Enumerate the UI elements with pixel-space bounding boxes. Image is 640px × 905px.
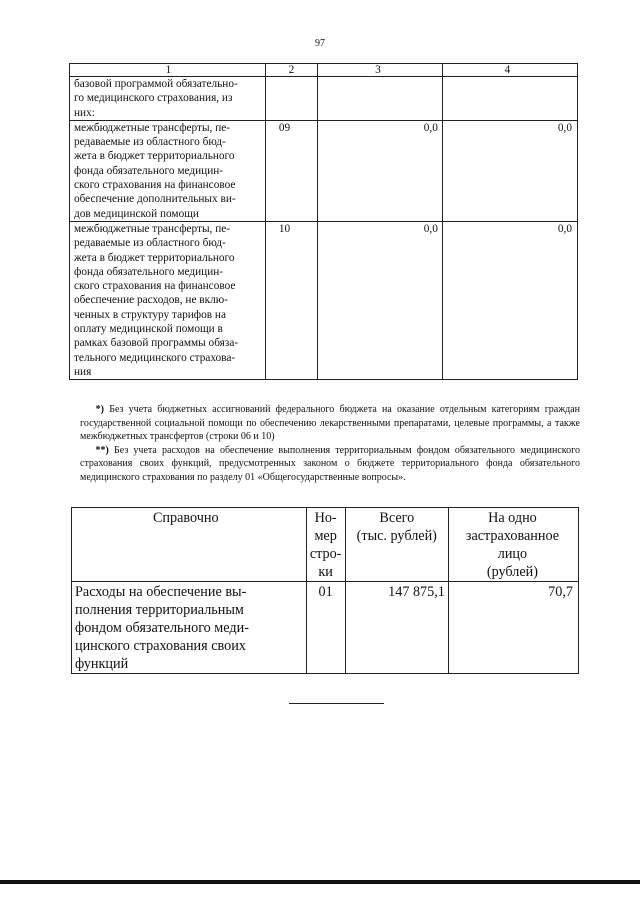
reference-table: [71, 507, 579, 674]
header-col-1: 1: [70, 64, 266, 77]
footnote-2: [80, 444, 580, 485]
header-col-4: 4: [442, 64, 577, 77]
reference-header-total: Всего (тыс. рублей): [345, 508, 448, 582]
page-number: 97: [315, 38, 325, 49]
reference-row-name: Расходы на обеспечение вы- полнения территориальным фондом обязательного меди- цинского страхования своих функций: [72, 582, 307, 674]
reference-header-line-number: Но- мер стро- ки: [306, 508, 345, 582]
reference-row-per-person: 70,7: [448, 582, 578, 674]
page-bottom-border: [0, 880, 640, 884]
row-name: межбюджетные трансферты, пе- редаваемые из областного бюд- жета в бюджет территориального фонда обязательного медицин- ского страхования на финансовое обеспечение расходов, не вклю- ченных в структуру тарифов на оплату медицинской помощи в рамках базовой программы обяза- тельного медицинского страхова- ния: [70, 221, 266, 379]
footnote-2-marker: **): [95, 444, 109, 456]
row-value-4: 0,0: [442, 221, 577, 379]
footnote-1-text: Без учета бюджетных ассигнований федерального бюджета на оказание отдельным категориям граждан государственной социальной помощи по обеспечению лекарственными препаратами, целевые программы, а также межбюджетных трансфертов (строки 06 и 10): [80, 404, 581, 442]
reference-row-total: 147 875,1: [345, 582, 448, 674]
row-code: [265, 77, 317, 121]
reference-row-code: 01: [306, 582, 345, 674]
reference-row: [72, 582, 579, 674]
footnote-1-marker: *): [95, 404, 104, 415]
row-value-3: 0,0: [318, 221, 443, 379]
closing-rule: [289, 703, 384, 704]
row-value-3: [318, 77, 443, 121]
header-col-2: 2: [265, 64, 317, 77]
header-col-3: 3: [318, 64, 443, 77]
table-row: [70, 77, 578, 121]
row-name: межбюджетные трансферты, пе- редаваемые из областного бюд- жета в бюджет территориального фонда обязательного медицин- ского страхования на финансовое обеспечение дополнительных ви- дов медицинской помощи: [70, 120, 266, 221]
footnotes: [80, 403, 580, 484]
reference-header-title: Справочно: [72, 508, 307, 582]
footnote-2-text: Без учета расходов на обеспечение выполнения территориальным фондом обязательного медицинского страхования своих функций, предусмотренных законом о бюджете территориального фонда обязательного медицинского страхования по разделу 01 «Общегосударственные вопросы».: [80, 444, 580, 483]
footnote-1: [80, 403, 580, 444]
row-value-4: [442, 77, 577, 121]
reference-header-per-person: На одно застрахованное лицо (рублей): [448, 508, 578, 582]
row-name: базовой программой обязательно- го медицинского страхования, из них:: [70, 77, 266, 121]
table-header-row: [70, 64, 578, 77]
reference-header-row: [72, 508, 579, 582]
table-row: [70, 221, 578, 379]
row-code: 10: [265, 221, 317, 379]
row-value-3: 0,0: [318, 120, 443, 221]
row-value-4: 0,0: [442, 120, 577, 221]
expenses-table: [69, 63, 578, 380]
table-row: [70, 120, 578, 221]
row-code: 09: [265, 120, 317, 221]
